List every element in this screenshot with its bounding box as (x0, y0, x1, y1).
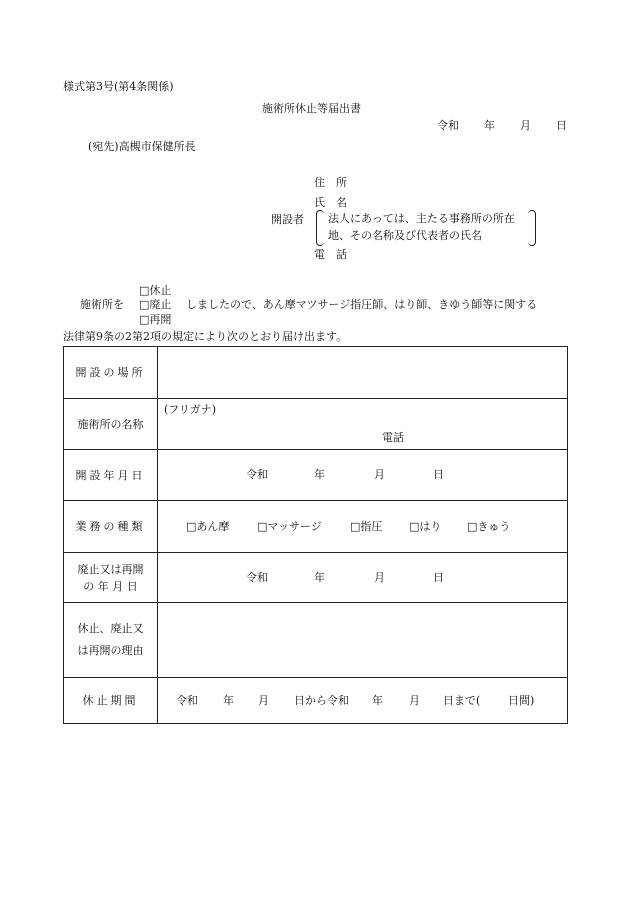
open-date-day: 日 (433, 468, 444, 481)
right-bracket (528, 210, 536, 246)
notification-table (63, 346, 568, 724)
open-date-label: 開設年月日 (64, 450, 158, 501)
declaration-lead: 施術所を (80, 298, 124, 311)
closure-date-day: 日 (433, 571, 444, 584)
period-month-start: 月 (258, 694, 269, 707)
table-row (64, 399, 568, 450)
period-field[interactable] (158, 678, 568, 724)
open-date-year: 年 (314, 468, 325, 481)
period-days: 日間) (508, 694, 535, 707)
furigana-label: (フリガナ) (164, 403, 217, 416)
reason-label: 休止、廃止又 は再開の理由 (64, 603, 158, 678)
facility-name-field[interactable] (158, 399, 568, 450)
opener-label: 開設者 (271, 213, 304, 226)
date-year: 年 (484, 119, 495, 132)
reason-field[interactable] (158, 603, 568, 678)
table-row (64, 450, 568, 501)
corporate-note-line1: 法人にあっては、主たる事務所の所在 (328, 212, 515, 225)
table-row (64, 501, 568, 553)
open-date-field[interactable] (158, 450, 568, 501)
name-label: 氏 名 (314, 196, 347, 209)
document-title: 施術所休止等届出書 (262, 102, 361, 115)
period-year-start: 年 (223, 694, 234, 707)
checkbox-abolish[interactable]: □廃止 (139, 298, 172, 311)
left-bracket (316, 210, 324, 246)
declaration-text-line2: 法律第9条の2第2項の規定により次のとおり届け出ます。 (63, 330, 348, 343)
checkbox-hari[interactable]: □はり (409, 520, 442, 533)
open-date-era: 令和 (246, 468, 268, 481)
date-era: 令和 (437, 119, 459, 132)
table-row (64, 678, 568, 724)
phone-label: 電 話 (314, 248, 347, 261)
checkbox-kyu[interactable]: □きゅう (467, 520, 511, 533)
form-number: 様式第3号(第4条関係) (63, 80, 174, 93)
period-era-start: 令和 (176, 694, 198, 707)
checkbox-shiatsu[interactable]: □指圧 (350, 520, 383, 533)
open-date-month: 月 (374, 468, 385, 481)
closure-date-month: 月 (374, 571, 385, 584)
checkbox-anma[interactable]: □あん摩 (186, 520, 230, 533)
location-field[interactable] (158, 347, 568, 399)
closure-date-label: 廃止又は再開 の 年 月 日 (64, 553, 158, 603)
period-month-end: 月 (409, 694, 420, 707)
addressee: (宛先)高槻市保健所長 (88, 140, 196, 153)
table-row (64, 553, 568, 603)
checkbox-massage[interactable]: □マッサージ (257, 520, 322, 533)
closure-date-year: 年 (314, 571, 325, 584)
location-label: 開設の場所 (64, 347, 158, 399)
period-label: 休止期間 (64, 678, 158, 724)
date-day: 日 (556, 119, 567, 132)
period-day-to: 日まで( (443, 694, 481, 707)
closure-date-era: 令和 (246, 571, 268, 584)
business-type-field (158, 501, 568, 553)
facility-name-label: 施術所の名称 (64, 399, 158, 450)
business-label: 業務の種類 (64, 501, 158, 553)
period-year-end: 年 (372, 694, 383, 707)
checkbox-suspend[interactable]: □休止 (139, 284, 172, 297)
closure-date-field[interactable] (158, 553, 568, 603)
table-row (64, 603, 568, 678)
corporate-note-line2: 地、その名称及び代表者の氏名 (328, 229, 482, 242)
address-label: 住 所 (314, 176, 347, 189)
table-row (64, 347, 568, 399)
facility-phone-label: 電話 (382, 431, 404, 444)
checkbox-resume[interactable]: □再開 (139, 313, 172, 326)
period-day-from: 日から令和 (294, 694, 349, 707)
declaration-text-line1: しましたので、あん摩マツサージ指圧師、はり師、きゆう師等に関する (186, 298, 538, 311)
date-month: 月 (520, 119, 531, 132)
